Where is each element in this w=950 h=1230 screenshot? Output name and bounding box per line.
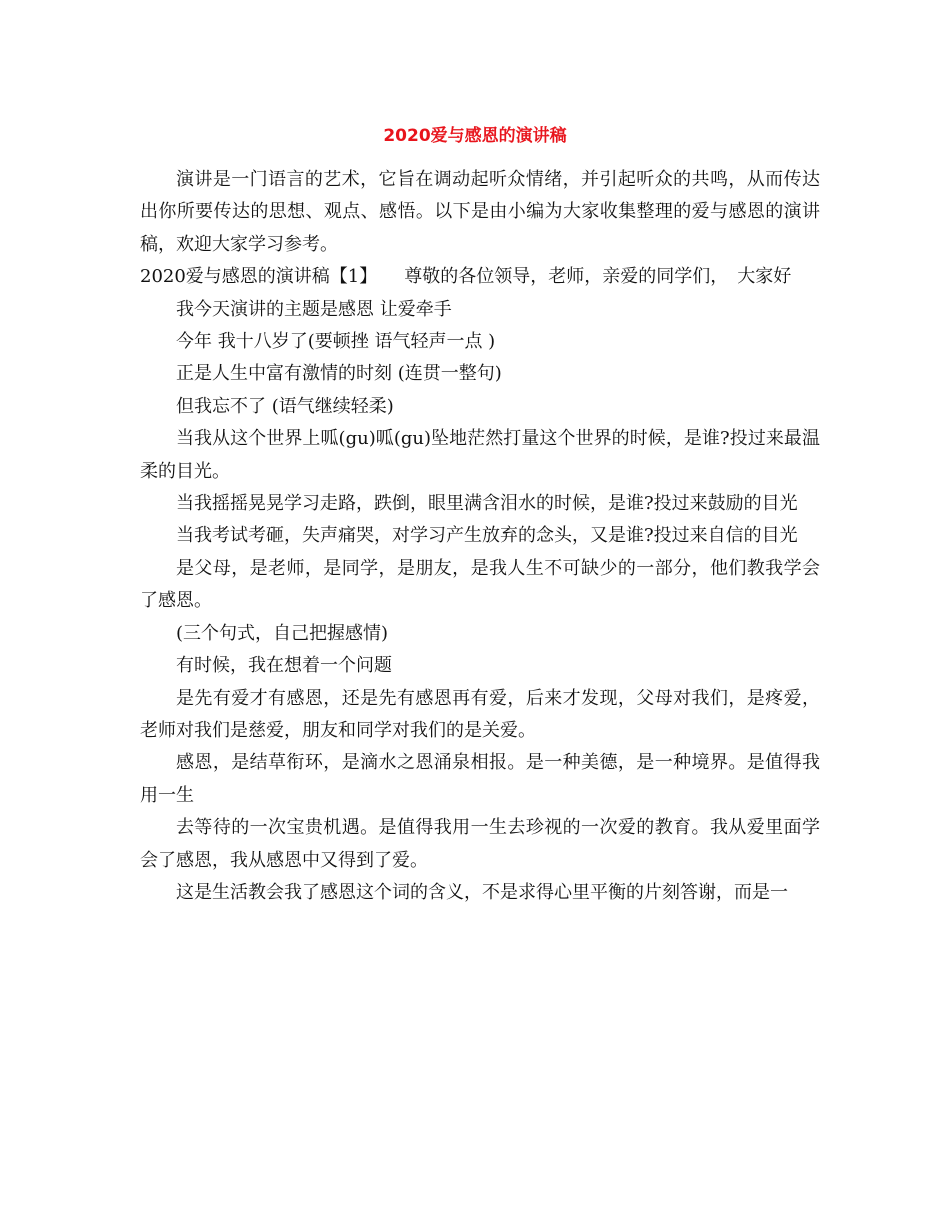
paragraph: 当我考试考砸，失声痛哭，对学习产生放弃的念头，又是谁?投过来自信的目光 bbox=[176, 525, 798, 547]
paragraph: 正是人生中富有激情的时刻 (连贯一整句) bbox=[176, 363, 502, 385]
paragraph: 当我摇摇晃晃学习走路，跌倒，眼里满含泪水的时候，是谁?投过来鼓励的目光 bbox=[176, 493, 798, 515]
document-body bbox=[140, 164, 820, 909]
paragraph: 是先有爱才有感恩，还是先有感恩再有爱，后来才发现，父母对我们，是疼爱，老师对我们是慈爱，朋友和同学对我们的是关爱。 bbox=[140, 687, 820, 741]
paragraph: 演讲是一门语言的艺术，它旨在调动起听众情绪，并引起听众的共鸣，从而传达出你所要传达的思想、观点、感悟。以下是由小编为大家收集整理的爱与感恩的演讲稿，欢迎大家学习参考。 bbox=[140, 169, 820, 255]
paragraph: 我今天演讲的主题是感恩 让爱牵手 bbox=[176, 298, 452, 320]
paragraph: (三个句式，自己把握感情) bbox=[176, 622, 389, 644]
paragraph: 当我从这个世界上呱(gu)呱(gu)坠地茫然打量这个世界的时候，是谁?投过来最温柔的目光。 bbox=[140, 428, 820, 482]
paragraph: 今年 我十八岁了(要顿挫 语气轻声一点 ) bbox=[176, 331, 496, 353]
paragraph: 感恩，是结草衔环，是滴水之恩涌泉相报。是一种美德，是一种境界。是值得我用一生 bbox=[140, 752, 820, 806]
paragraph: 有时候，我在想着一个问题 bbox=[176, 655, 392, 677]
page-title: 2020爱与感恩的演讲稿 bbox=[383, 126, 567, 146]
paragraph: 2020爱与感恩的演讲稿【1】 尊敬的各位领导，老师，亲爱的同学们， 大家好 bbox=[140, 266, 792, 288]
paragraph: 是父母，是老师，是同学，是朋友，是我人生不可缺少的一部分，他们教我学会了感恩。 bbox=[140, 557, 820, 612]
paragraph: 这是生活教会我了感恩这个词的含义，不是求得心里平衡的片刻答谢，而是一 bbox=[176, 881, 788, 903]
paragraph: 但我忘不了 (语气继续轻柔) bbox=[176, 395, 394, 417]
paragraph: 去等待的一次宝贵机遇。是值得我用一生去珍视的一次爱的教育。我从爱里面学会了感恩，我从感恩中又得到了爱。 bbox=[140, 817, 820, 871]
